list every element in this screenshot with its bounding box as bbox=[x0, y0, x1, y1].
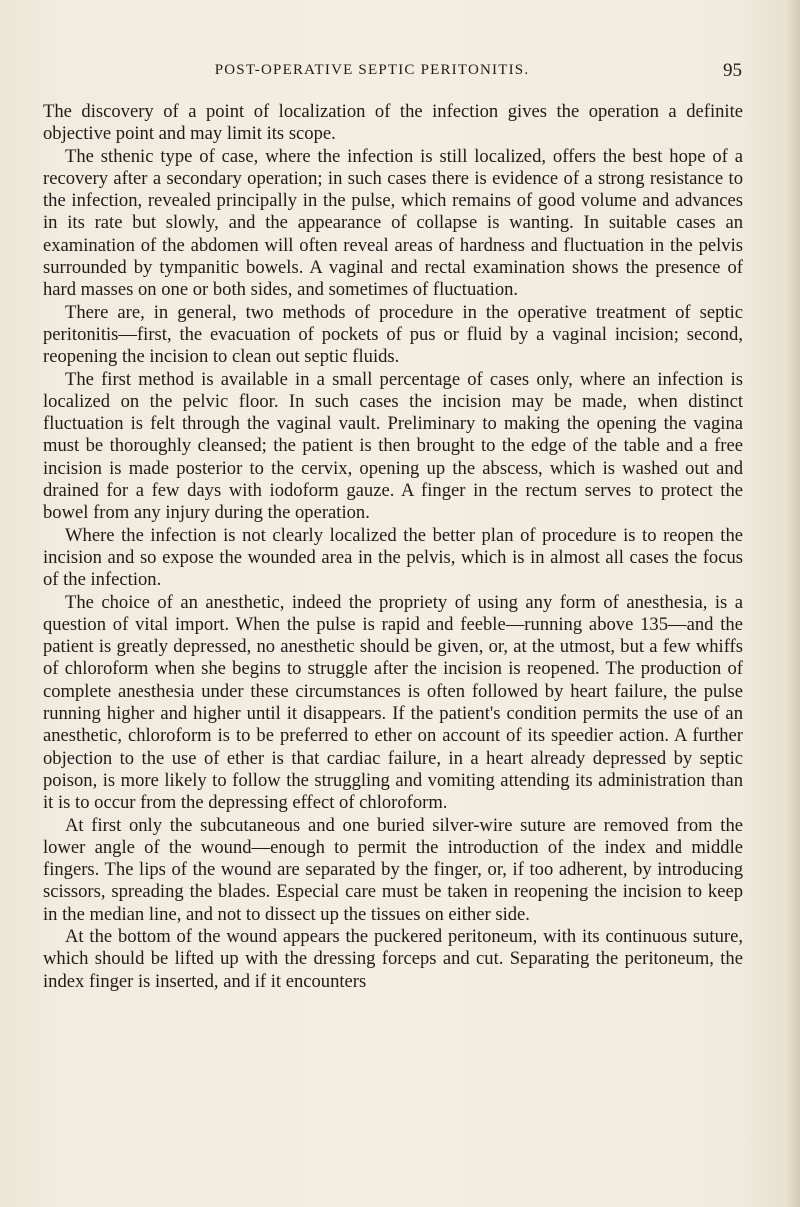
paragraph: Where the infection is not clearly localized the better plan of procedure is to reopen the incision and so expose the wounded area in the pelvis, which is in almost all cases the focus of the infection. bbox=[43, 524, 743, 591]
paragraph: The discovery of a point of localization of the infection gives the operation a definite objective point and may limit its scope. bbox=[43, 101, 743, 145]
paragraph: There are, in general, two methods of procedure in the operative treatment of septic peritonitis—first, the evacuation of pockets of pus or fluid by a vaginal incision; second, reopening the incision to clean out septic fluids. bbox=[43, 301, 743, 368]
page-number: 95 bbox=[723, 60, 742, 81]
paragraph: The choice of an anesthetic, indeed the propriety of using any form of anesthesia, is a question of vital import. When the pulse is rapid and feeble—running above 135—and the patient is greatly depressed, no anesthetic should be given, or, at the utmost, but a few whiffs of chloroform when she begins to struggle after the incision is reopened. The production of complete anesthesia under these circumstances is often followed by heart failure, the pulse running higher and higher until it disappears. If the patient's condition permits the use of an anesthetic, chloroform is to be preferred to ether on account of its speedier action. A further objection to the use of ether is that cardiac failure, in a heart already depressed by septic poison, is more likely to follow the struggling and vomiting attending its administration than it is to occur from the depressing effect of chloroform. bbox=[43, 591, 743, 814]
body-text bbox=[43, 101, 743, 993]
paragraph: At first only the subcutaneous and one buried silver-wire suture are removed from the lower angle of the wound—enough to permit the introduction of the index and middle fingers. The lips of the wound are separated by the finger, or, if too adherent, by introducing scissors, spreading the blades. Especial care must be taken in reopening the incision to keep in the median line, and not to dissect up the tissues on either side. bbox=[43, 814, 743, 925]
paragraph: The sthenic type of case, where the infection is still localized, offers the best hope of a recovery after a secondary operation; in such cases there is evidence of a strong resistance to the infection, revealed principally in the pulse, which remains of good volume and advances in its rate but slowly, and the appearance of collapse is wanting. In suitable cases an examination of the abdomen will often reveal areas of hardness and fluctuation in the pelvis surrounded by tympanitic bowels. A vaginal and rectal examination shows the presence of hard masses on one or both sides, and sometimes of fluctuation. bbox=[43, 145, 743, 301]
page-edge-shadow bbox=[786, 0, 800, 1207]
running-head: POST-OPERATIVE SEPTIC PERITONITIS. bbox=[214, 62, 530, 78]
paragraph: At the bottom of the wound appears the puckered peritoneum, with its continuous suture, which should be lifted up with the dressing forceps and cut. Separating the peritoneum, the index finger is inserted, and if it encounters bbox=[43, 925, 743, 992]
page-header bbox=[42, 60, 742, 84]
paragraph: The first method is available in a small percentage of cases only, where an infection is localized on the pelvic floor. In such cases the incision may be made, when distinct fluctuation is felt through the vaginal vault. Preliminary to making the opening the vagina must be thoroughly cleansed; the patient is then brought to the edge of the table and a free incision is made posterior to the cervix, opening up the abscess, which is washed out and drained for a few days with iodoform gauze. A finger in the rectum serves to protect the bowel from any injury during the operation. bbox=[43, 368, 743, 524]
